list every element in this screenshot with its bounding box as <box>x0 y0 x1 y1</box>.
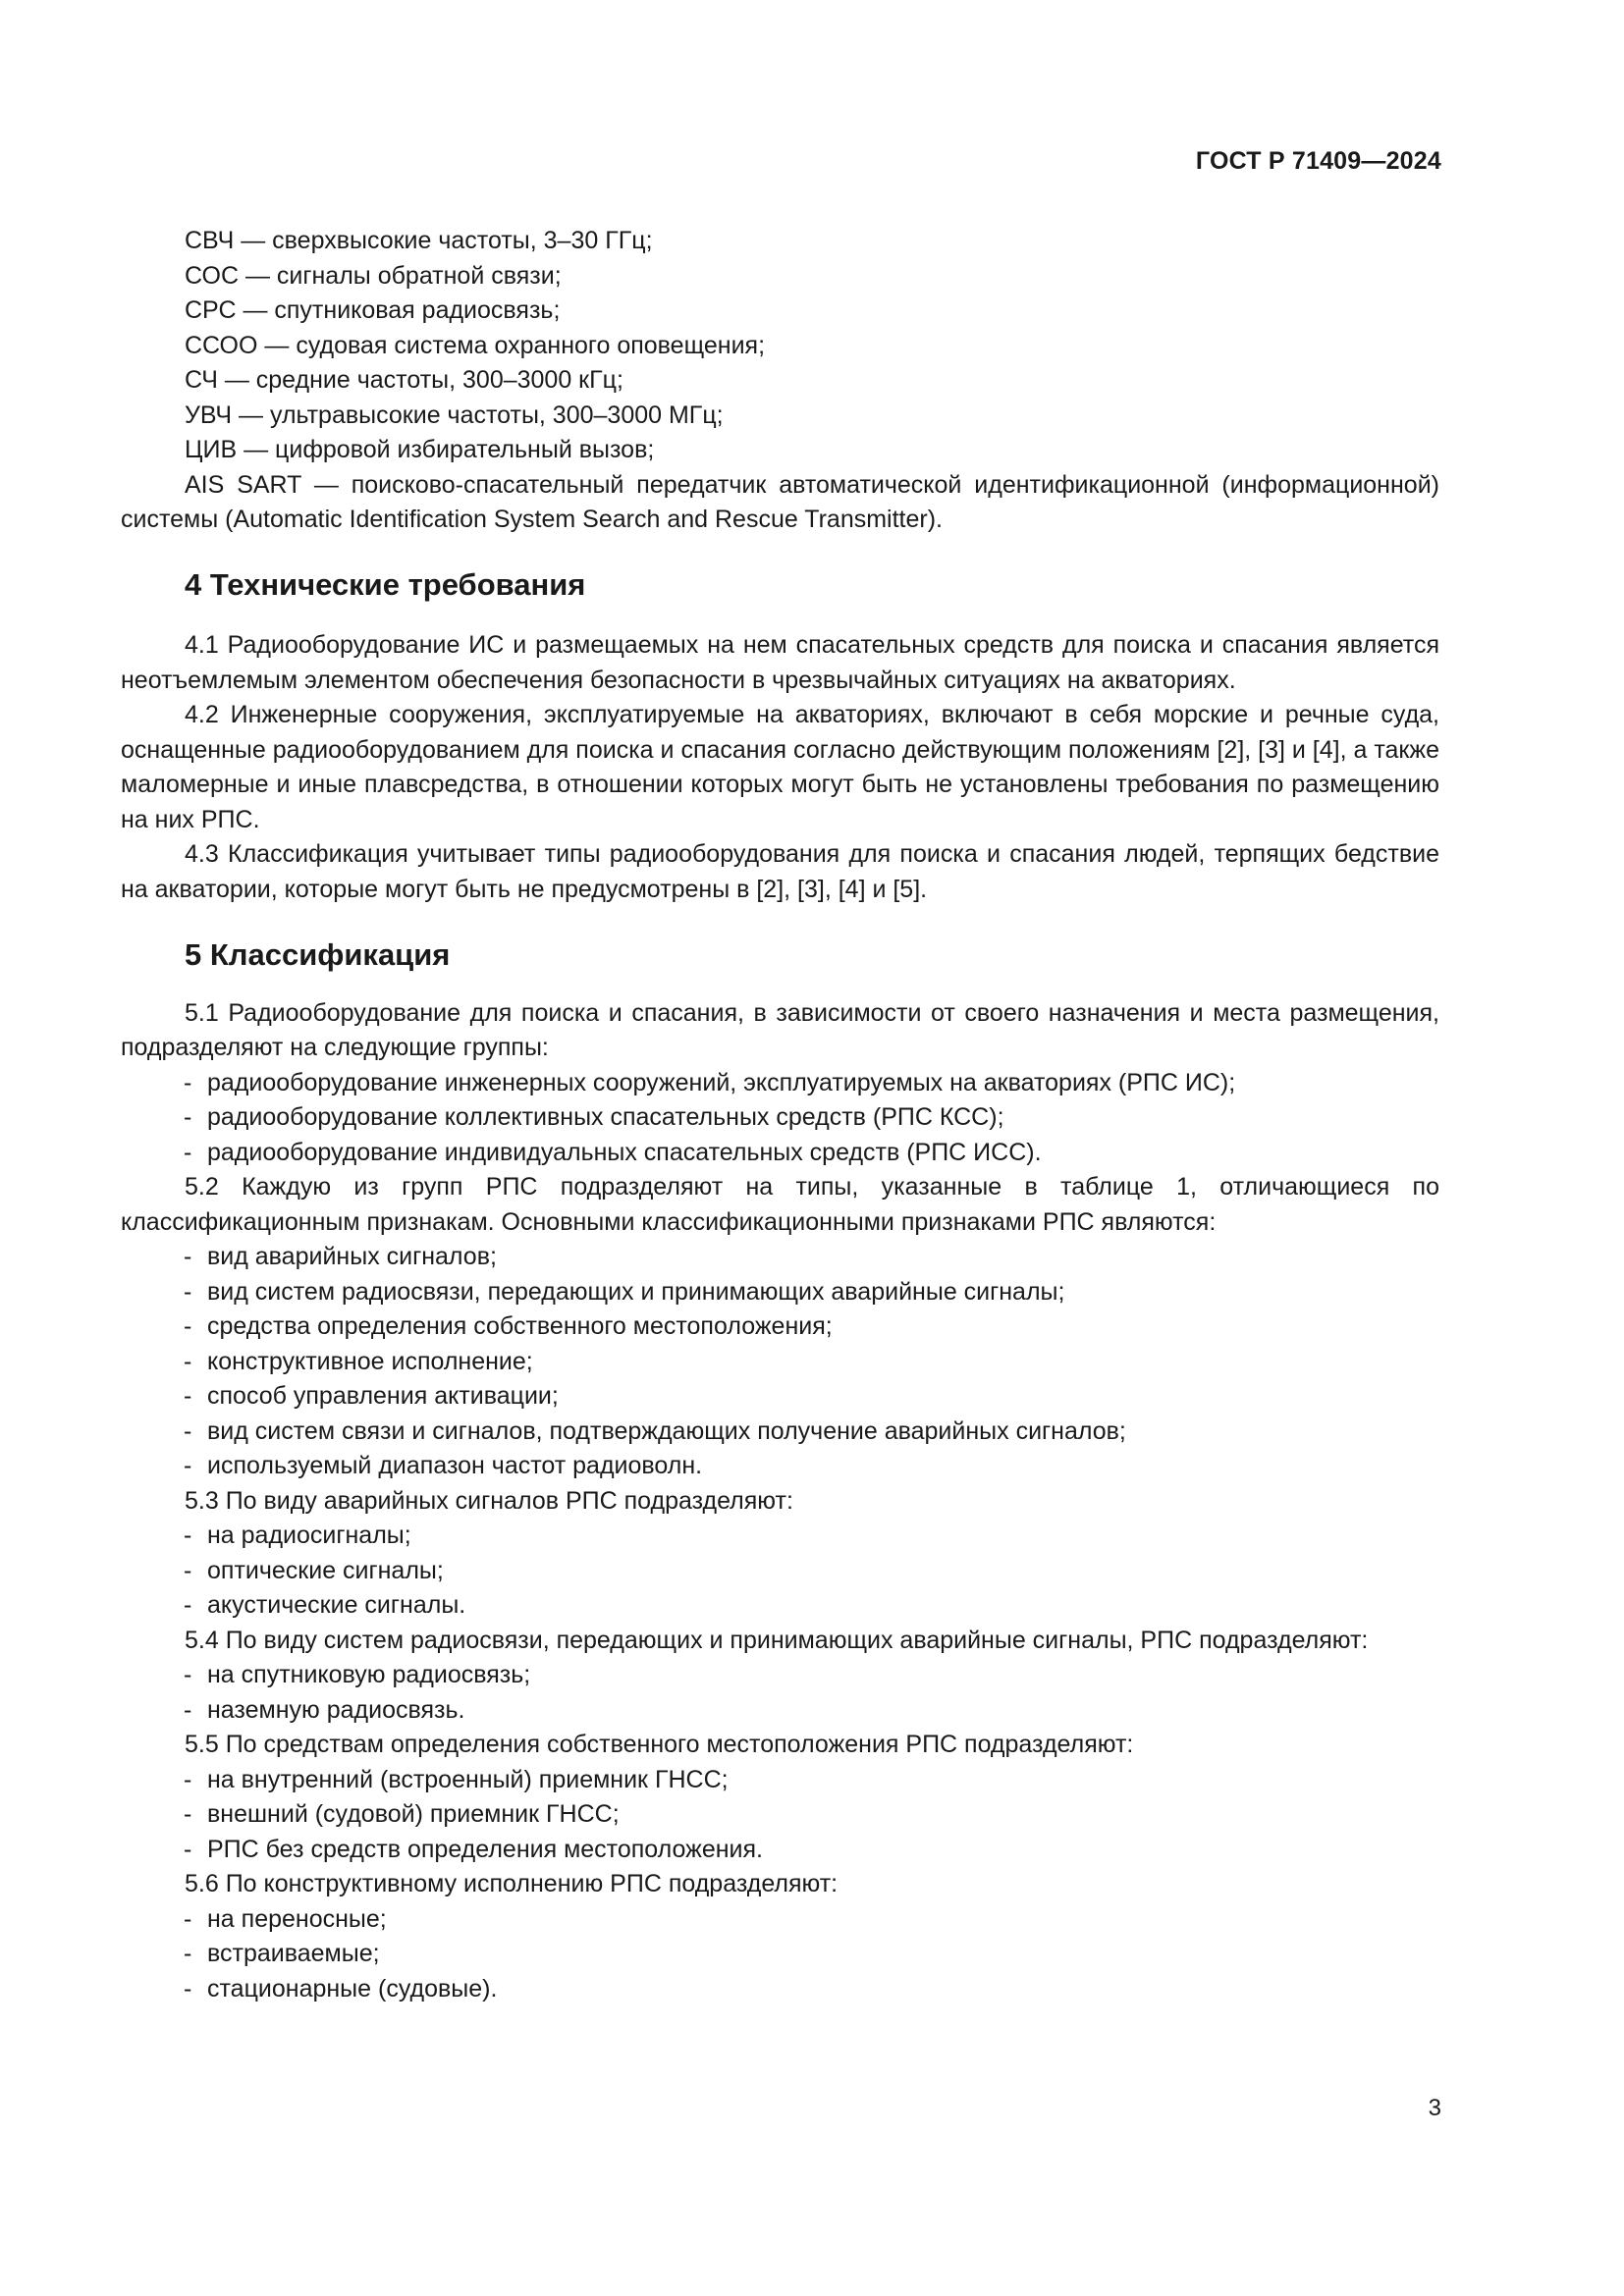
section-4-heading: 4 Технические требования <box>185 566 586 602</box>
paragraph-5-5: 5.5 По средствам определения собственного местоположения РПС подразделяют: <box>185 1731 1134 1758</box>
list-item: - оптические сигналы; <box>184 1556 444 1584</box>
paragraph-4-3: 4.3 Классификация учитывает типы радиооборудования для поиска и спасания людей, терпящих бедствие на акватории, которые могут быть не предусмотрены в [2], [3], [4] и [5]. <box>121 840 1439 903</box>
abbreviation-item: СРС — спутниковая радиосвязь; <box>185 296 561 324</box>
list-item: - РПС без средств определения местоположения. <box>184 1835 764 1863</box>
standard-code-header: ГОСТ Р 71409—2024 <box>1195 147 1441 175</box>
list-item: - встраиваемые; <box>184 1940 380 1967</box>
list-item: - на спутниковую радиосвязь; <box>184 1661 531 1688</box>
paragraph-5-3: 5.3 По виду аварийных сигналов РПС подразделяют: <box>185 1486 793 1515</box>
list-item: - способ управления активации; <box>184 1382 559 1410</box>
list-item: - на радиосигналы; <box>184 1522 411 1549</box>
abbreviation-item: СЧ — средние частоты, 300–3000 кГц; <box>185 366 623 394</box>
abbreviation-item: ССОО — судовая система охранного оповещения; <box>185 331 766 359</box>
list-item: - радиооборудование коллективных спасательных средств (РПС КСС); <box>184 1103 1004 1131</box>
paragraph-5-2: 5.2 Каждую из групп РПС подразделяют на типы, указанные в таблице 1, отличающиеся по классификационным признакам. Основными классификационными признаками РПС являются: <box>121 1173 1439 1236</box>
abbreviation-item: AIS SART — поисково-спасательный передатчик автоматической идентификационной (информационной) системы (Automatic Identification System Search and Rescue Transmitter). <box>121 470 1439 533</box>
list-item: - вид аварийных сигналов; <box>184 1243 497 1270</box>
list-item: - радиооборудование индивидуальных спасательных средств (РПС ИСС). <box>184 1138 1042 1166</box>
abbreviation-item: УВЧ — ультравысокие частоты, 300–3000 МГц; <box>185 400 724 429</box>
paragraph-4-2: 4.2 Инженерные сооружения, эксплуатируемые на акваториях, включают в себя морские и речные суда, оснащенные радиооборудованием для поиска и спасания согласно действующим положениям [2], [3] и [4], а также маломерные и иные плавсредства, в отношении которых могут быть не установлены требования по размещению на них РПС. <box>121 701 1439 833</box>
list-item: - на переносные; <box>184 1904 387 1933</box>
list-item: - используемый диапазон частот радиоволн. <box>184 1452 703 1479</box>
list-item: - вид систем связи и сигналов, подтверждающих получение аварийных сигналов; <box>184 1416 1126 1445</box>
abbreviation-item: ЦИВ — цифровой избирательный вызов; <box>185 436 655 463</box>
page-content <box>121 224 1439 2006</box>
list-item: - конструктивное исполнение; <box>184 1347 533 1375</box>
list-item: - акустические сигналы. <box>184 1591 466 1619</box>
abbreviation-item: СВЧ — сверхвысокие частоты, 3–30 ГГц; <box>185 227 653 254</box>
paragraph-5-4: 5.4 По виду систем радиосвязи, передающих и принимающих аварийные сигналы, РПС подразделяют: <box>185 1626 1369 1654</box>
list-item: - радиооборудование инженерных сооружений, эксплуатируемых на акваториях (РПС ИС); <box>184 1068 1236 1096</box>
list-item: - стационарные (судовые). <box>184 1974 498 2002</box>
list-item: - средства определения собственного местоположения; <box>184 1312 833 1340</box>
list-item: - наземную радиосвязь. <box>184 1695 465 1724</box>
paragraph-5-6: 5.6 По конструктивному исполнению РПС подразделяют: <box>185 1870 839 1897</box>
paragraph-4-1: 4.1 Радиооборудование ИС и размещаемых на нем спасательных средств для поиска и спасания является неотъемлемым элементом обеспечения безопасности в чрезвычайных ситуациях на акваториях. <box>121 631 1439 694</box>
page-number: 3 <box>1428 2095 1441 2121</box>
abbreviation-item: СОС — сигналы обратной связи; <box>185 261 562 290</box>
list-item: - внешний (судовой) приемник ГНСС; <box>184 1800 620 1828</box>
paragraph-5-1: 5.1 Радиооборудование для поиска и спасания, в зависимости от своего назначения и места размещения, подразделяют на следующие группы: <box>121 998 1439 1061</box>
section-5-heading: 5 Классификация <box>185 937 451 972</box>
list-item: - вид систем радиосвязи, передающих и принимающих аварийные сигналы; <box>184 1277 1065 1306</box>
list-item: - на внутренний (встроенный) приемник ГНСС; <box>184 1765 729 1793</box>
